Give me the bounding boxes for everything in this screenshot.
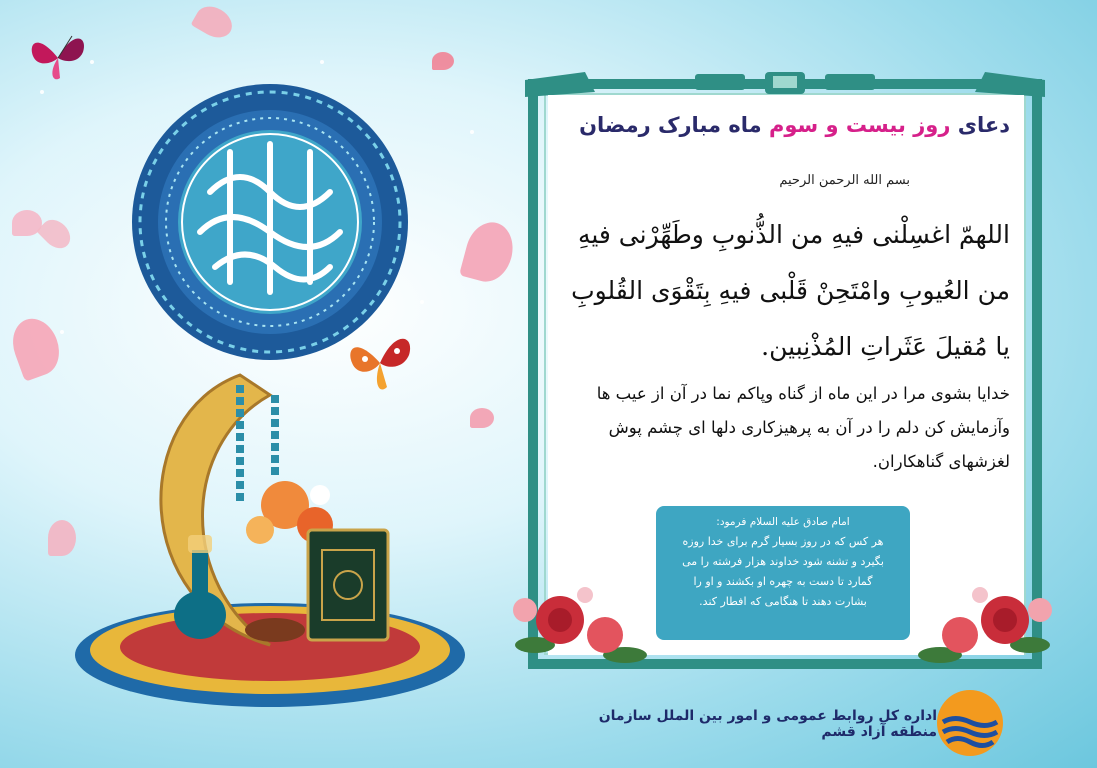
sparkle (90, 60, 94, 64)
persian-translation (556, 377, 1010, 479)
arabic-line: من العُیوبِ وامْتَحِنْ قَلْبی فیهِ بِتَقْوَی القُلوبِ (571, 276, 1010, 305)
hadith-line: گمارد تا دست به چهره او بکشند و او را (693, 575, 873, 588)
flower-bouquet (505, 565, 665, 680)
hadith-line: هر کس که در روز بسیار گرم برای خدا روزه (682, 535, 884, 548)
sparkle (60, 330, 64, 334)
basmala: بسم الله الرحمن الرحیم (779, 173, 910, 188)
hadith-box (656, 506, 910, 640)
sparkle (320, 60, 324, 64)
persian-line: لغزشهای گناهکاران. (872, 452, 1010, 471)
sparkle (420, 300, 424, 304)
arabic-line: اللهمّ اغسِلْنی فیهِ من الذُّنوبِ وطَهِّرْنی فیهِ (577, 220, 1010, 249)
hadith-text (666, 532, 900, 612)
calligraphy-medallion (130, 82, 410, 362)
title-accent: روز بیست و سوم (768, 113, 951, 137)
sparkle (40, 90, 44, 94)
hadith-line: بگیرد و تشنه شود خداوند هزار فرشته را می (682, 555, 884, 568)
hadith-line: بشارت دهند تا هنگامی که افطار کند. (699, 595, 867, 608)
butterfly-icon (28, 28, 88, 86)
arabic-prayer (560, 207, 1010, 375)
card-title (562, 113, 1010, 137)
title-prefix: دعای (957, 113, 1010, 137)
hadith-title: امام صادق علیه السلام فرمود: (716, 516, 850, 528)
quran-book (308, 530, 388, 640)
ramadan-still-life (70, 355, 490, 715)
organization-name: اداره کل روابط عمومی و امور بین الملل سازمان منطقه آزاد قشم (598, 708, 937, 740)
sparkle (470, 130, 474, 134)
flower-bouquet (900, 565, 1060, 680)
organization-logo (935, 688, 1005, 758)
persian-line: وآزمایش کن دلم را در آن به پرهیزکاری دلها ای چشم پوش (608, 418, 1010, 437)
rose-petal (432, 52, 454, 70)
arabic-line: یا مُقیلَ عَثَراتِ المُذْنِبین. (761, 332, 1010, 361)
persian-line: خدایا بشوی مرا در این ماه از گناه وپاکم نما در آن از عیب ها (596, 384, 1010, 403)
dates-bowl (245, 618, 305, 642)
title-suffix: ماه مبارک رمضان (579, 113, 762, 137)
